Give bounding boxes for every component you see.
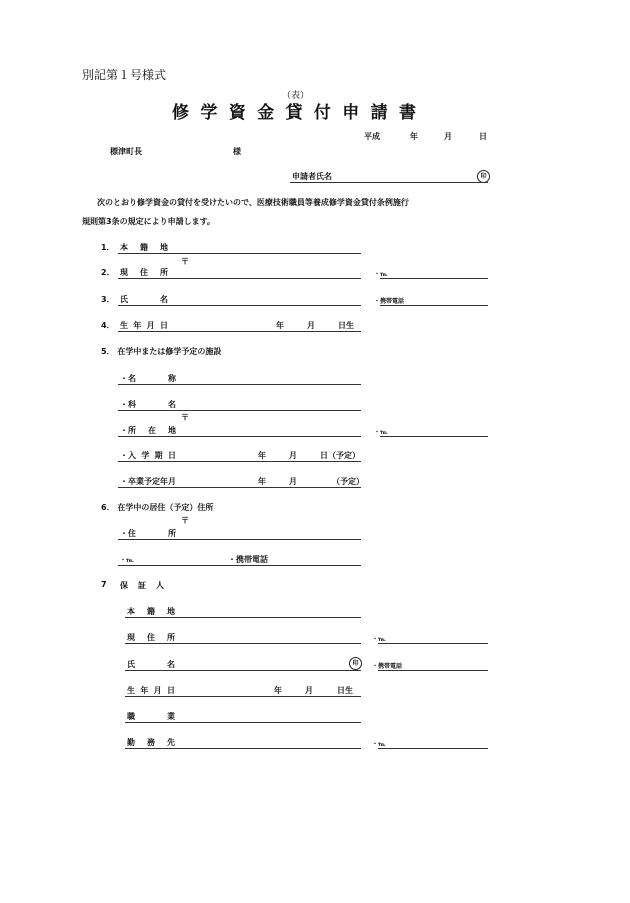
section5-heading: 5． 在学中または修学予定の施設 [101,347,222,356]
date-era: 平成 [364,132,380,141]
residence-tel-label: ・℡ [120,557,134,564]
guarantor-birth-label: 生 年 月 日 [127,686,175,695]
tel-label: ・℡ [372,636,386,643]
guarantor-name-field[interactable] [125,670,361,671]
date-year: 年 [410,132,418,141]
birth-year-unit: 年 [276,321,284,330]
domicile-field[interactable] [118,253,361,254]
seal-mark: 印 [477,170,490,183]
section7-heading: 保 証 人 [120,581,164,590]
guarantor-name-label: 氏 名 [127,660,175,669]
guarantor-occupation-label: 職 業 [127,712,175,721]
guarantor-birth-month-unit: 月 [305,686,313,695]
guarantor-occupation-field[interactable] [125,722,361,723]
title-char: 金 [257,103,275,123]
tel-field[interactable] [380,278,488,279]
address-field[interactable] [118,278,361,279]
title-char: 付 [313,103,331,123]
title-char: 書 [399,103,416,123]
date-day: 日 [479,132,487,141]
mobile-label: ・携帯電話 [374,298,405,305]
school-address-field[interactable] [118,436,361,437]
graduation-label: ・卒業予定年月 [120,477,176,486]
guarantor-workplace-field[interactable] [125,748,361,749]
seal-mark: 印 [349,657,362,670]
recipient-honorific: 様 [233,147,241,156]
mobile-label: ・携帯電話 [372,663,403,670]
tel-label: ・℡ [374,429,388,436]
guarantor-address-label: 現 住 所 [127,633,175,642]
title-char: 請 [370,103,388,123]
guarantor-birthdate-field[interactable] [125,696,361,697]
title-char: 貸 [285,103,303,123]
guarantor-domicile-field[interactable] [125,617,361,618]
guarantor-birth-year-unit: 年 [274,686,282,695]
guarantor-domicile-label: 本 籍 地 [127,607,175,616]
recipient-name: 標津町長 [110,147,142,156]
guarantor-workplace-label: 勤 務 先 [127,738,175,747]
intro-line-1: 次のとおり修学資金の貸付を受けたいので、医療技術職員等養成修学資金貸付条例施行 [97,198,409,207]
enroll-date-field[interactable] [118,461,361,462]
section7-number: 7 [101,580,107,589]
residence-phone-field[interactable] [118,565,361,566]
department-label: ・科 名 [120,400,176,409]
section1-label: 本 籍 地 [120,243,168,252]
guarantor-birth-day-unit: 日生 [337,686,353,695]
graduation-field[interactable] [118,487,361,488]
guarantor-tel-field[interactable] [378,643,488,644]
name-field[interactable] [118,305,361,306]
guarantor-mobile-field[interactable] [378,670,488,671]
school-name-field[interactable] [118,384,361,385]
tel-label: ・℡ [374,271,388,278]
section4-label: 生 年 月 日 [120,321,168,330]
postal-mark: 〒 [181,257,189,266]
intro-line-2: 規則第3条の規定により申請します。 [82,217,215,226]
section2-number: 2． [101,268,115,277]
school-name-label: ・名 称 [120,374,176,383]
enroll-date-label: ・入 学 期 日 [120,451,176,460]
title-char: 資 [228,103,246,123]
grad-month-unit: 月 [289,477,297,486]
grad-note: （予定） [332,477,364,486]
mobile-field[interactable] [380,305,488,306]
enroll-month-unit: 月 [289,451,297,460]
section6-heading: 6． 在学中の居住（予定）住所 [101,503,214,512]
page-title [172,98,416,123]
section2-label: 現 住 所 [120,268,168,277]
birthdate-field[interactable] [118,331,361,332]
section4-number: 4． [101,321,115,330]
applicant-label: 申請者氏名 [292,172,332,181]
section1-number: 1． [101,243,115,252]
birth-month-unit: 月 [307,321,315,330]
title-char: 申 [342,103,360,123]
tel-label: ・℡ [372,741,386,748]
section3-label: 氏 名 [120,295,168,304]
enroll-year-unit: 年 [258,451,266,460]
postal-mark: 〒 [181,516,189,525]
title-side-note: （表） [282,91,310,101]
school-tel-field[interactable] [380,436,488,437]
grad-year-unit: 年 [258,477,266,486]
date-month: 月 [444,132,452,141]
applicant-line [290,182,488,183]
school-address-label: ・所 在 地 [120,426,176,435]
enroll-day-unit: 日（予定） [320,451,360,460]
residence-address-label: ・住 所 [120,529,176,538]
form-number: 別記第１号様式 [82,68,167,82]
title-char: 学 [200,103,218,123]
section3-number: 3． [101,295,115,304]
title-char: 修 [172,103,189,123]
guarantor-address-field[interactable] [125,643,361,644]
guarantor-work-tel-field[interactable] [378,748,488,749]
birth-day-unit: 日生 [338,321,354,330]
postal-mark: 〒 [181,413,189,422]
residence-mobile-label: ・携帯電話 [228,555,268,564]
residence-address-field[interactable] [118,539,361,540]
department-field[interactable] [118,410,361,411]
